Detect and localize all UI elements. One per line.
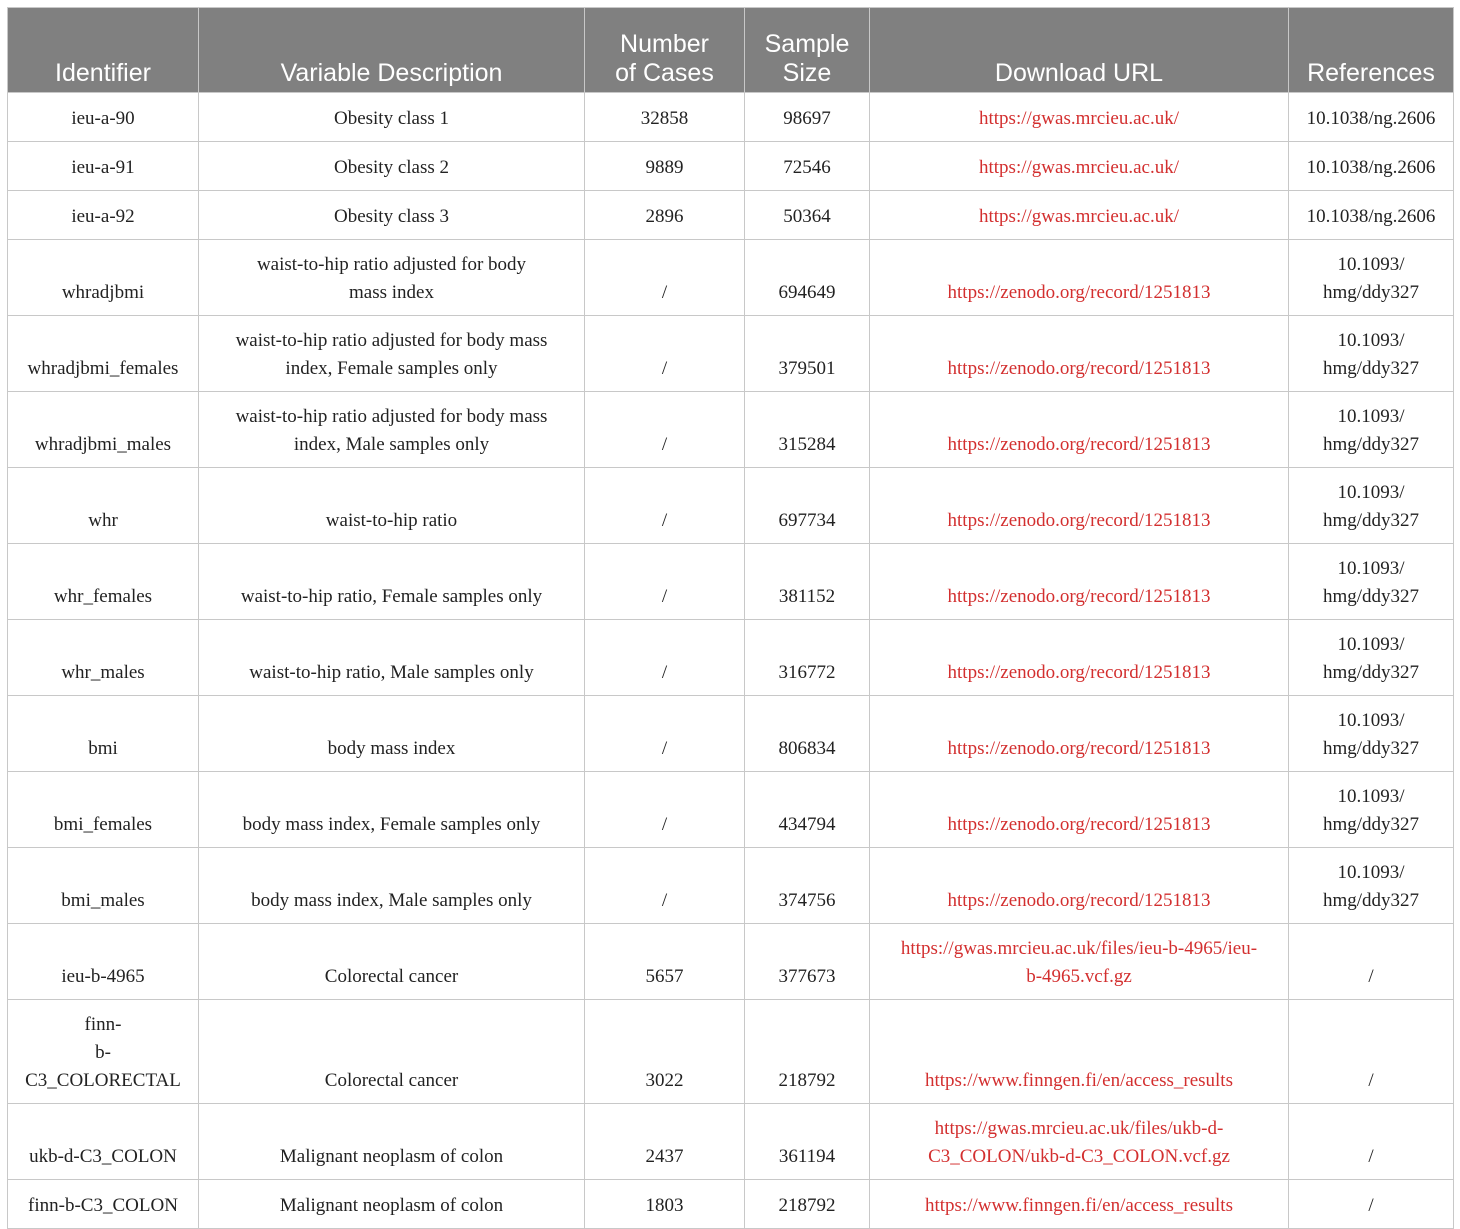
cell-text: hmg/ddy327 (1322, 282, 1420, 303)
cell-references (1289, 316, 1454, 392)
cell-text: finn-b-C3_COLON (28, 1195, 178, 1216)
cell-variable-description (199, 240, 585, 316)
cell-number-of-cases (585, 468, 745, 544)
cell-text: / (661, 434, 668, 455)
cell-text: 218792 (778, 1070, 836, 1091)
cell-text: waist-to-hip ratio, Female samples only (240, 586, 543, 607)
cell-sample-size (745, 468, 870, 544)
cell-text: hmg/ddy327 (1322, 434, 1420, 455)
cell-variable-description (199, 316, 585, 392)
cell-download-url[interactable] (870, 696, 1289, 772)
table-row (8, 1104, 1454, 1180)
table-row (8, 240, 1454, 316)
cell-number-of-cases (585, 620, 745, 696)
cell-text: 10.1093/ (1337, 330, 1405, 351)
cell-variable-description (199, 1180, 585, 1229)
cell-identifier (8, 142, 199, 191)
cell-text: 10.1093/ (1337, 634, 1405, 655)
column-header-number-of-cases (585, 8, 745, 93)
cell-text: bmi_females (53, 814, 153, 835)
cell-identifier (8, 468, 199, 544)
cell-references (1289, 848, 1454, 924)
cell-download-url[interactable] (870, 1180, 1289, 1229)
cell-text: 10.1038/ng.2606 (1306, 157, 1436, 178)
cell-number-of-cases (585, 544, 745, 620)
column-header-label: Download URL (994, 59, 1164, 87)
cell-text: / (661, 282, 668, 303)
cell-number-of-cases (585, 240, 745, 316)
table-row (8, 392, 1454, 468)
cell-variable-description (199, 544, 585, 620)
cell-text: 98697 (783, 108, 831, 129)
cell-text: waist-to-hip ratio adjusted for body mass (235, 330, 548, 351)
cell-text: whradjbmi_females (27, 358, 179, 379)
cell-text: waist-to-hip ratio adjusted for body (256, 254, 527, 275)
cell-text: mass index (349, 282, 434, 303)
download-link[interactable]: https://gwas.mrcieu.ac.uk/files/ukb-d- (934, 1118, 1224, 1139)
table-header (8, 8, 1454, 93)
cell-variable-description (199, 191, 585, 240)
cell-text: waist-to-hip ratio adjusted for body mass (235, 406, 548, 427)
cell-text: 694649 (778, 282, 836, 303)
cell-references (1289, 544, 1454, 620)
cell-text: 10.1038/ng.2606 (1306, 206, 1436, 227)
cell-text: 2437 (645, 1146, 684, 1167)
cell-download-url[interactable] (870, 468, 1289, 544)
table-body (8, 93, 1454, 1229)
table-row (8, 93, 1454, 142)
cell-sample-size (745, 924, 870, 1000)
cell-references (1289, 240, 1454, 316)
column-header-sample-size (745, 8, 870, 93)
cell-variable-description (199, 924, 585, 1000)
cell-text: 697734 (778, 510, 836, 531)
cell-references (1289, 1104, 1454, 1180)
cell-download-url[interactable] (870, 191, 1289, 240)
cell-text: 379501 (778, 358, 836, 379)
cell-number-of-cases (585, 93, 745, 142)
cell-text: bmi_males (61, 890, 145, 911)
cell-references (1289, 772, 1454, 848)
cell-identifier (8, 240, 199, 316)
cell-number-of-cases (585, 191, 745, 240)
cell-text: hmg/ddy327 (1322, 662, 1420, 683)
table-row (8, 191, 1454, 240)
cell-text: 9889 (645, 157, 684, 178)
download-link[interactable]: https://zenodo.org/record/1251813 (947, 814, 1211, 835)
cell-variable-description (199, 142, 585, 191)
table-row (8, 544, 1454, 620)
cell-text: whr_females (53, 586, 153, 607)
table-row (8, 1180, 1454, 1229)
cell-number-of-cases (585, 848, 745, 924)
cell-text: body mass index, Male samples only (251, 890, 532, 911)
column-header-references (1289, 8, 1454, 93)
cell-text: 3022 (645, 1070, 684, 1091)
cell-text: 72546 (783, 157, 831, 178)
cell-text: / (1368, 966, 1374, 987)
cell-text: body mass index, Female samples only (242, 814, 541, 835)
download-link[interactable]: https://zenodo.org/record/1251813 (947, 358, 1211, 379)
cell-text: Obesity class 3 (333, 206, 450, 227)
cell-variable-description (199, 1000, 585, 1104)
cell-text: / (661, 814, 668, 835)
cell-download-url[interactable] (870, 142, 1289, 191)
cell-text: 218792 (778, 1195, 836, 1216)
cell-variable-description (199, 468, 585, 544)
cell-references (1289, 1180, 1454, 1229)
download-link[interactable]: https://gwas.mrcieu.ac.uk/ (979, 206, 1179, 227)
cell-text: ieu-a-91 (71, 157, 135, 178)
cell-text: 381152 (778, 586, 836, 607)
cell-references (1289, 142, 1454, 191)
cell-text: hmg/ddy327 (1322, 510, 1420, 531)
cell-identifier (8, 544, 199, 620)
download-link[interactable]: https://gwas.mrcieu.ac.uk/ (979, 157, 1179, 178)
cell-number-of-cases (585, 142, 745, 191)
cell-text: 10.1093/ (1337, 862, 1405, 883)
cell-variable-description (199, 93, 585, 142)
cell-number-of-cases (585, 1104, 745, 1180)
cell-text: whr (88, 510, 118, 531)
cell-text: whr_males (61, 662, 145, 683)
cell-text: Malignant neoplasm of colon (279, 1195, 504, 1216)
cell-text: / (661, 662, 668, 683)
download-link[interactable]: https://www.finngen.fi/en/access_results (925, 1195, 1233, 1216)
cell-identifier (8, 93, 199, 142)
cell-text: / (661, 510, 668, 531)
cell-sample-size (745, 848, 870, 924)
download-link[interactable]: b-4965.vcf.gz (1026, 966, 1132, 987)
cell-download-url[interactable] (870, 240, 1289, 316)
cell-text: whradjbmi (61, 282, 145, 303)
cell-text: whradjbmi_males (34, 434, 172, 455)
column-header-download-url (870, 8, 1289, 93)
cell-identifier (8, 392, 199, 468)
cell-sample-size (745, 191, 870, 240)
header-row (8, 8, 1454, 93)
cell-text: waist-to-hip ratio (325, 510, 458, 531)
cell-download-url[interactable] (870, 316, 1289, 392)
cell-sample-size (745, 1000, 870, 1104)
cell-sample-size (745, 93, 870, 142)
cell-text: / (661, 890, 668, 911)
cell-sample-size (745, 1104, 870, 1180)
cell-number-of-cases (585, 696, 745, 772)
cell-text: 32858 (640, 108, 689, 129)
cell-text: / (661, 586, 668, 607)
cell-references (1289, 468, 1454, 544)
cell-text: index, Male samples only (293, 434, 490, 455)
cell-variable-description (199, 620, 585, 696)
cell-identifier (8, 191, 199, 240)
cell-text: 10.1093/ (1337, 254, 1405, 275)
cell-sample-size (745, 1180, 870, 1229)
cell-text: hmg/ddy327 (1322, 358, 1420, 379)
cell-text: Malignant neoplasm of colon (279, 1146, 504, 1167)
cell-identifier (8, 924, 199, 1000)
table-row (8, 316, 1454, 392)
column-header-identifier (8, 8, 199, 93)
cell-text: 1803 (645, 1195, 684, 1216)
cell-references (1289, 392, 1454, 468)
cell-number-of-cases (585, 772, 745, 848)
cell-text: b- (95, 1042, 111, 1063)
column-header-label: Size (782, 59, 832, 87)
table-row (8, 772, 1454, 848)
download-link[interactable]: https://gwas.mrcieu.ac.uk/files/ieu-b-4965/ieu- (900, 938, 1258, 959)
cell-text: index, Female samples only (285, 358, 498, 379)
cell-text: / (1368, 1195, 1374, 1216)
cell-variable-description (199, 772, 585, 848)
cell-text: waist-to-hip ratio, Male samples only (249, 662, 534, 683)
table-row (8, 142, 1454, 191)
cell-number-of-cases (585, 316, 745, 392)
cell-sample-size (745, 240, 870, 316)
cell-download-url[interactable] (870, 924, 1289, 1000)
cell-text: 2896 (645, 206, 684, 227)
cell-text: ieu-a-90 (71, 108, 135, 129)
cell-text: / (1368, 1146, 1374, 1167)
cell-text: / (661, 358, 668, 379)
cell-sample-size (745, 544, 870, 620)
column-header-variable-description (199, 8, 585, 93)
table-row (8, 924, 1454, 1000)
download-link[interactable]: https://zenodo.org/record/1251813 (947, 282, 1211, 303)
cell-variable-description (199, 392, 585, 468)
cell-text: 10.1093/ (1337, 406, 1405, 427)
cell-download-url[interactable] (870, 93, 1289, 142)
download-link[interactable]: https://zenodo.org/record/1251813 (947, 586, 1211, 607)
column-header-label: Identifier (55, 59, 151, 87)
column-header-label: Sample (764, 30, 850, 58)
cell-identifier (8, 316, 199, 392)
cell-text: 315284 (778, 434, 836, 455)
column-header-label: References (1307, 59, 1435, 87)
cell-references (1289, 924, 1454, 1000)
cell-text: 50364 (783, 206, 831, 227)
cell-text: Obesity class 1 (333, 108, 450, 129)
cell-text: Colorectal cancer (324, 1070, 459, 1091)
table-row (8, 620, 1454, 696)
cell-text: 10.1093/ (1337, 786, 1405, 807)
download-link[interactable]: C3_COLON/ukb-d-C3_COLON.vcf.gz (928, 1146, 1230, 1167)
cell-references (1289, 191, 1454, 240)
cell-text: bmi (88, 738, 118, 759)
cell-variable-description (199, 1104, 585, 1180)
cell-text: finn- (84, 1014, 122, 1035)
cell-text: hmg/ddy327 (1322, 890, 1420, 911)
cell-download-url[interactable] (870, 772, 1289, 848)
cell-text: 316772 (778, 662, 836, 683)
cell-identifier (8, 1104, 199, 1180)
cell-text: 434794 (778, 814, 836, 835)
cell-text: Obesity class 2 (333, 157, 450, 178)
cell-sample-size (745, 142, 870, 191)
cell-identifier (8, 772, 199, 848)
cell-text: ukb-d-C3_COLON (29, 1146, 177, 1167)
cell-text: Colorectal cancer (324, 966, 459, 987)
cell-text: 5657 (645, 966, 684, 987)
download-link[interactable]: https://zenodo.org/record/1251813 (947, 510, 1211, 531)
cell-text: / (661, 738, 668, 759)
cell-download-url[interactable] (870, 848, 1289, 924)
cell-download-url[interactable] (870, 620, 1289, 696)
gwas-data-table-container (7, 7, 1454, 1229)
cell-references (1289, 696, 1454, 772)
cell-text: hmg/ddy327 (1322, 586, 1420, 607)
cell-sample-size (745, 316, 870, 392)
cell-download-url[interactable] (870, 1104, 1289, 1180)
table-row (8, 848, 1454, 924)
table-row (8, 696, 1454, 772)
download-link[interactable]: https://www.finngen.fi/en/access_results (925, 1070, 1233, 1091)
cell-sample-size (745, 392, 870, 468)
download-link[interactable]: https://zenodo.org/record/1251813 (947, 434, 1211, 455)
cell-number-of-cases (585, 924, 745, 1000)
cell-text: 377673 (778, 966, 836, 987)
cell-variable-description (199, 848, 585, 924)
cell-references (1289, 1000, 1454, 1104)
cell-text: 10.1038/ng.2606 (1306, 108, 1436, 129)
cell-text: 374756 (778, 890, 836, 911)
cell-text: hmg/ddy327 (1322, 738, 1420, 759)
cell-sample-size (745, 696, 870, 772)
column-header-label: Number (620, 30, 709, 58)
download-link[interactable]: https://zenodo.org/record/1251813 (947, 738, 1211, 759)
cell-download-url[interactable] (870, 544, 1289, 620)
table-row (8, 468, 1454, 544)
cell-download-url[interactable] (870, 1000, 1289, 1104)
cell-number-of-cases (585, 1000, 745, 1104)
cell-text: body mass index (327, 738, 456, 759)
cell-references (1289, 620, 1454, 696)
cell-text: ieu-a-92 (71, 206, 135, 227)
table-row (8, 1000, 1454, 1104)
cell-sample-size (745, 772, 870, 848)
gwas-data-table (7, 7, 1454, 1229)
cell-text: ieu-b-4965 (61, 966, 145, 987)
cell-text: 10.1093/ (1337, 482, 1405, 503)
cell-text: 806834 (778, 738, 836, 759)
cell-text: 361194 (778, 1146, 836, 1167)
cell-variable-description (199, 696, 585, 772)
download-link[interactable]: https://gwas.mrcieu.ac.uk/ (979, 108, 1179, 129)
cell-text: 10.1093/ (1337, 558, 1405, 579)
cell-text: 10.1093/ (1337, 710, 1405, 731)
cell-identifier (8, 696, 199, 772)
cell-number-of-cases (585, 392, 745, 468)
column-header-label: Variable Description (280, 59, 503, 87)
cell-identifier (8, 848, 199, 924)
column-header-label: of Cases (615, 59, 714, 87)
cell-download-url[interactable] (870, 392, 1289, 468)
cell-sample-size (745, 620, 870, 696)
cell-identifier (8, 1180, 199, 1229)
cell-identifier (8, 620, 199, 696)
download-link[interactable]: https://zenodo.org/record/1251813 (947, 890, 1211, 911)
cell-text: C3_COLORECTAL (25, 1070, 181, 1091)
cell-references (1289, 93, 1454, 142)
cell-number-of-cases (585, 1180, 745, 1229)
cell-identifier (8, 1000, 199, 1104)
cell-text: hmg/ddy327 (1322, 814, 1420, 835)
cell-text: / (1368, 1070, 1374, 1091)
download-link[interactable]: https://zenodo.org/record/1251813 (947, 662, 1211, 683)
